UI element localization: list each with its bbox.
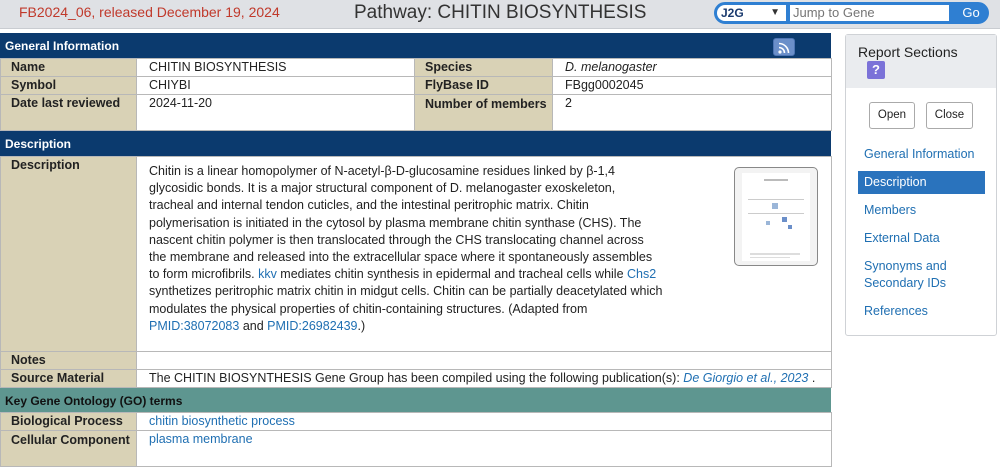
name-label: Name bbox=[1, 59, 137, 77]
release-label: FB2024_06, released December 19, 2024 bbox=[19, 4, 280, 20]
description-table bbox=[0, 156, 832, 388]
publication-link[interactable]: De Giorgio et al., 2023 bbox=[683, 371, 809, 385]
symbol-value: CHIYBI bbox=[137, 77, 415, 95]
nav-item-synonyms[interactable]: Synonyms and Secondary IDs bbox=[864, 259, 947, 290]
close-all-button[interactable]: Close bbox=[926, 102, 973, 129]
nav-item-external-data[interactable]: External Data bbox=[864, 231, 940, 245]
flybase-id-label: FlyBase ID bbox=[415, 77, 553, 95]
chevron-down-icon: ▼ bbox=[770, 7, 780, 18]
jump-to-gene-input[interactable] bbox=[790, 5, 949, 21]
flybase-id-value: FBgg0002045 bbox=[553, 77, 832, 95]
species-select[interactable] bbox=[717, 5, 786, 21]
pathway-diagram-image bbox=[742, 173, 810, 261]
description-sentence: mediates chitin synthesis in epidermal and tracheal cells while bbox=[280, 267, 624, 282]
notes-value bbox=[137, 352, 832, 370]
go-term-link[interactable]: plasma membrane bbox=[149, 432, 253, 446]
description-sentence: Chitin is a linear homopolymer of N-acetyl-β-D-glucosamine residues linked by β-1,4 glycosidic bonds. It is a major structural component of D. melanogaster exoskeleton, tracheal and internal tendon cuticles, and the intestinal peritrophic matrix. Chitin polymerisation is initiated in the cytosol by plasma membrane chitin synthase (CHS). The nascent chitin polymer is then translocated through the CHS translocating channel across the membrane and released into the extracellular space where it spontaneously assembles to form microfibrils. bbox=[149, 164, 653, 282]
go-button[interactable]: Go bbox=[962, 5, 980, 20]
gene-search-form bbox=[714, 2, 989, 24]
species-select-value: J2G bbox=[721, 6, 744, 20]
species-value: D. melanogaster bbox=[553, 59, 832, 77]
species-label: Species bbox=[415, 59, 553, 77]
pmid-link[interactable]: PMID:38072083 bbox=[149, 318, 240, 333]
name-value: CHITIN BIOSYNTHESIS bbox=[137, 59, 415, 77]
date-reviewed-label: Date last reviewed bbox=[1, 95, 137, 131]
gene-link-kkv[interactable]: kkv bbox=[258, 267, 277, 282]
description-sentence: synthetizes peritrophic matrix chitin in midgut cells. Chitin can be partially deacetylated which modulates the physical properties of chitin-containing structures. (Adapted from bbox=[149, 284, 663, 316]
cellular-component-value bbox=[137, 431, 832, 467]
open-all-button[interactable]: Open bbox=[869, 102, 915, 129]
section-title: Description bbox=[5, 137, 72, 151]
member-count-value: 2 bbox=[553, 95, 832, 131]
nav-item-members[interactable]: Members bbox=[864, 203, 917, 217]
cellular-component-label: Cellular Component bbox=[1, 431, 137, 467]
section-title: General Information bbox=[5, 39, 120, 53]
nav-item-general-information[interactable]: General Information bbox=[864, 147, 975, 161]
go-term-link[interactable]: chitin biosynthetic process bbox=[149, 414, 295, 428]
pmid-link[interactable]: PMID:26982439 bbox=[267, 318, 358, 333]
nav-item-description[interactable]: Description bbox=[858, 171, 985, 194]
rss-icon[interactable] bbox=[773, 38, 795, 56]
description-sentence: .) bbox=[357, 318, 366, 333]
description-sentence: and bbox=[242, 318, 264, 333]
report-sections-header bbox=[846, 35, 996, 88]
top-bar bbox=[0, 0, 1000, 29]
nav-item-references[interactable]: References bbox=[864, 304, 928, 318]
source-material-label: Source Material bbox=[1, 370, 137, 388]
page-title: Pathway: CHITIN BIOSYNTHESIS bbox=[354, 2, 647, 23]
section-header-go-terms: Key Gene Ontology (GO) terms bbox=[0, 388, 831, 412]
help-icon[interactable]: ? bbox=[867, 61, 885, 79]
symbol-label: Symbol bbox=[1, 77, 137, 95]
gene-link-chs2[interactable]: Chs2 bbox=[627, 267, 657, 282]
notes-label: Notes bbox=[1, 352, 137, 370]
date-reviewed-value: 2024-11-20 bbox=[137, 95, 415, 131]
go-terms-table bbox=[0, 412, 832, 467]
source-material-value bbox=[137, 370, 832, 388]
source-end: . bbox=[811, 371, 816, 385]
general-info-table bbox=[0, 58, 832, 131]
description-label: Description bbox=[1, 157, 137, 352]
report-sections-title: Report Sections bbox=[858, 44, 958, 60]
section-header-description bbox=[0, 131, 831, 156]
section-header-general bbox=[0, 33, 831, 58]
biological-process-label: Biological Process bbox=[1, 413, 137, 431]
report-sections-nav bbox=[858, 143, 985, 328]
biological-process-value bbox=[137, 413, 832, 431]
member-count-label: Number of members bbox=[415, 95, 553, 131]
source-text: The CHITIN BIOSYNTHESIS Gene Group has been compiled using the following publication(s): bbox=[149, 371, 680, 385]
pathway-diagram-thumbnail[interactable] bbox=[734, 167, 818, 266]
description-text bbox=[137, 157, 832, 352]
report-sections-panel bbox=[845, 34, 997, 336]
report-main bbox=[0, 33, 831, 467]
